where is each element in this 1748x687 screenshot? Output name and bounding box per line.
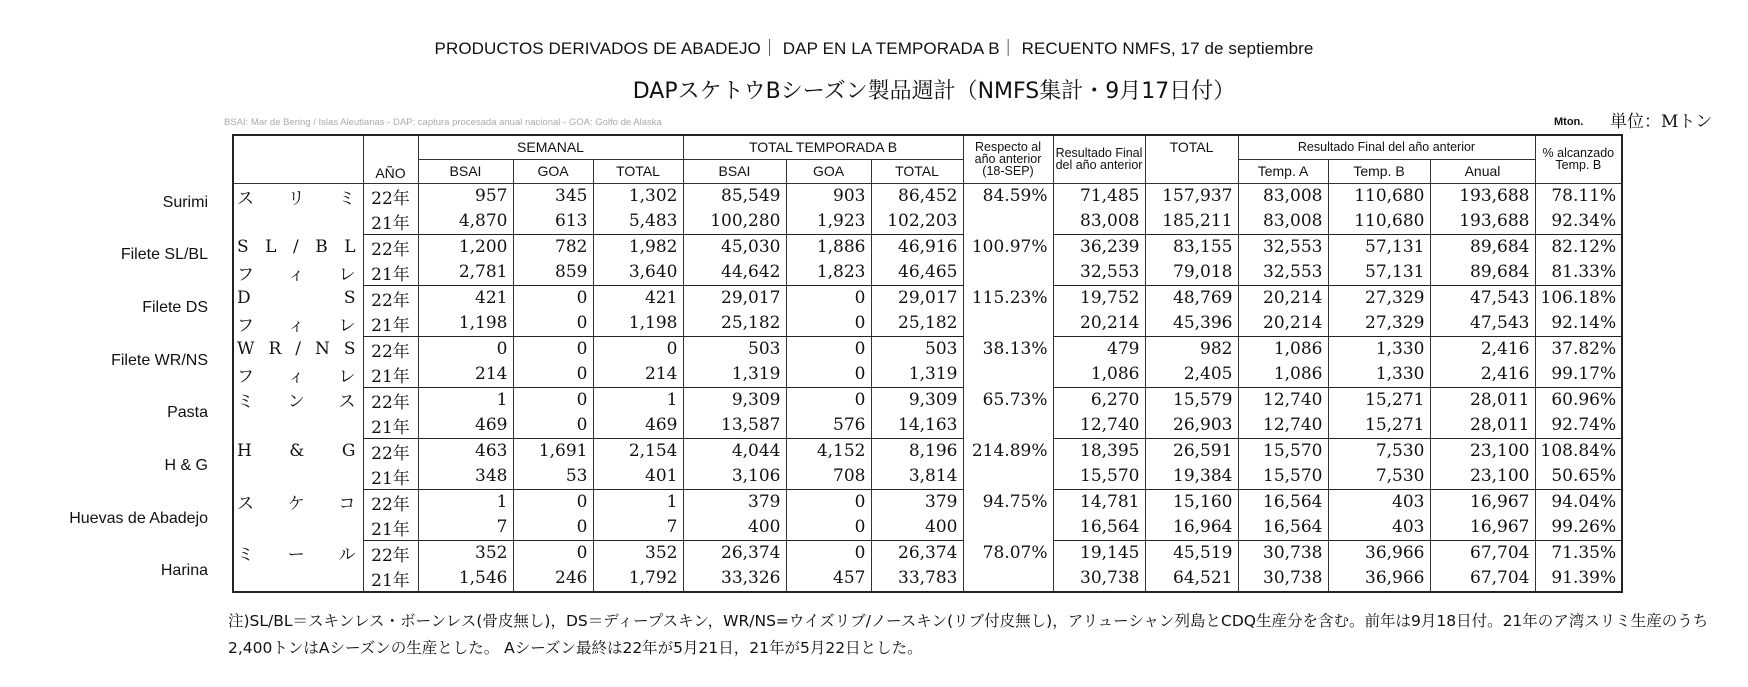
table-row [233,413,1622,439]
cell-temp-a: 32,553 [1238,234,1328,260]
cell-s-total: 379 [871,489,963,515]
cell-s-goa: 1,923 [786,209,871,235]
cell-temp-a: 83,008 [1238,209,1328,235]
table-row [233,387,1622,413]
cell-temp-a: 15,570 [1238,438,1328,464]
cell-respecto: 214.89% [963,438,1053,464]
cell-respecto [963,311,1053,337]
cell-temp-b: 27,329 [1328,311,1430,337]
cell-temp-b: 1,330 [1328,336,1430,362]
header-product [233,135,363,183]
cell-w-total: 1,198 [593,311,683,337]
year-cell: 21年 [363,311,418,337]
cell-temp-b: 15,271 [1328,413,1430,439]
unit-label-jp: 単位：Mトン [1610,112,1713,132]
cell-w-total: 421 [593,285,683,311]
cell-pct: 108.84% [1535,438,1622,464]
product-jp-name: フ ィ レ [233,362,363,388]
cell-w-goa: 0 [513,387,593,413]
cell-w-bsai: 469 [418,413,513,439]
header-temp-b: Temp. B [1328,159,1430,183]
cell-anual: 28,011 [1430,387,1535,413]
cell-w-bsai: 1,200 [418,234,513,260]
cell-respecto: 38.13% [963,336,1053,362]
table-row [233,362,1622,388]
cell-anual: 47,543 [1430,285,1535,311]
table-row [233,209,1622,235]
cell-resultado: 479 [1053,336,1145,362]
cell-temp-a: 16,564 [1238,489,1328,515]
cell-total: 16,964 [1145,515,1238,541]
cell-temp-b: 110,680 [1328,209,1430,235]
product-jp-name: ミ ン ス [233,387,363,413]
cell-w-total: 469 [593,413,683,439]
cell-anual: 89,684 [1430,234,1535,260]
cell-w-bsai: 463 [418,438,513,464]
year-cell: 22年 [363,387,418,413]
cell-s-total: 9,309 [871,387,963,413]
cell-temp-b: 403 [1328,515,1430,541]
cell-s-bsai: 26,374 [683,540,786,566]
cell-pct: 99.17% [1535,362,1622,388]
cell-temp-b: 7,530 [1328,438,1430,464]
cell-anual: 89,684 [1430,260,1535,286]
year-cell: 21年 [363,362,418,388]
product-label: H & G [164,457,208,474]
cell-resultado: 30,738 [1053,566,1145,592]
cell-total: 45,519 [1145,540,1238,566]
header-anual: Anual [1430,159,1535,183]
cell-w-bsai: 214 [418,362,513,388]
product-jp-name [233,566,363,592]
unit-label: Mton. [1554,116,1584,128]
cell-temp-b: 27,329 [1328,285,1430,311]
cell-w-goa: 0 [513,515,593,541]
cell-s-goa: 0 [786,387,871,413]
cell-s-goa: 4,152 [786,438,871,464]
cell-w-bsai: 421 [418,285,513,311]
cell-anual: 2,416 [1430,362,1535,388]
cell-anual: 193,688 [1430,209,1535,235]
header-semanal: SEMANAL [418,135,683,159]
cell-s-goa: 576 [786,413,871,439]
product-jp-name: ス ケ コ [233,489,363,515]
year-cell: 22年 [363,336,418,362]
cell-total: 185,211 [1145,209,1238,235]
cell-s-total: 25,182 [871,311,963,337]
year-cell: 21年 [363,515,418,541]
cell-pct: 91.39% [1535,566,1622,592]
product-jp-name: S L / B L [233,234,363,260]
cell-pct: 94.04% [1535,489,1622,515]
cell-total: 15,160 [1145,489,1238,515]
cell-s-total: 33,783 [871,566,963,592]
cell-resultado: 6,270 [1053,387,1145,413]
cell-resultado: 12,740 [1053,413,1145,439]
cell-w-bsai: 1 [418,387,513,413]
cell-anual: 67,704 [1430,540,1535,566]
cell-s-total: 46,465 [871,260,963,286]
cell-total: 15,579 [1145,387,1238,413]
header-resultado-anterior: Resultado Final del año anterior [1238,135,1535,159]
cell-s-total: 400 [871,515,963,541]
cell-temp-a: 16,564 [1238,515,1328,541]
cell-temp-a: 32,553 [1238,260,1328,286]
cell-temp-b: 57,131 [1328,234,1430,260]
year-cell: 21年 [363,260,418,286]
cell-pct: 92.74% [1535,413,1622,439]
cell-total: 26,591 [1145,438,1238,464]
cell-s-bsai: 1,319 [683,362,786,388]
cell-s-total: 503 [871,336,963,362]
year-cell: 21年 [363,464,418,490]
table-row [233,234,1622,260]
cell-w-goa: 345 [513,183,593,209]
table-row [233,540,1622,566]
cell-resultado: 36,239 [1053,234,1145,260]
cell-s-bsai: 44,642 [683,260,786,286]
header-total: TOTAL [1145,135,1238,183]
product-jp-name [233,413,363,439]
cell-w-total: 3,640 [593,260,683,286]
cell-w-goa: 0 [513,540,593,566]
cell-respecto: 84.59% [963,183,1053,209]
year-cell: 21年 [363,566,418,592]
cell-w-bsai: 7 [418,515,513,541]
product-label: Surimi [162,194,208,211]
cell-total: 64,521 [1145,566,1238,592]
cell-s-bsai: 400 [683,515,786,541]
cell-w-total: 214 [593,362,683,388]
cell-s-total: 46,916 [871,234,963,260]
cell-total: 83,155 [1145,234,1238,260]
cell-s-bsai: 45,030 [683,234,786,260]
cell-total: 45,396 [1145,311,1238,337]
cell-respecto [963,464,1053,490]
table-row [233,515,1622,541]
cell-total: 157,937 [1145,183,1238,209]
cell-s-goa: 0 [786,362,871,388]
cell-s-goa: 0 [786,336,871,362]
product-label: Filete WR/NS [111,352,208,369]
cell-w-total: 1,302 [593,183,683,209]
product-jp-name: フ ィ レ [233,260,363,286]
header-s-bsai: BSAI [683,159,786,183]
cell-s-total: 1,319 [871,362,963,388]
cell-s-goa: 0 [786,311,871,337]
cell-pct: 106.18% [1535,285,1622,311]
cell-total: 2,405 [1145,362,1238,388]
cell-resultado: 14,781 [1053,489,1145,515]
cell-s-bsai: 33,326 [683,566,786,592]
product-label: Harina [160,562,208,579]
cell-total: 48,769 [1145,285,1238,311]
cell-temp-a: 30,738 [1238,566,1328,592]
cell-temp-b: 403 [1328,489,1430,515]
cell-s-goa: 0 [786,489,871,515]
cell-s-bsai: 13,587 [683,413,786,439]
cell-w-bsai: 2,781 [418,260,513,286]
cell-s-goa: 457 [786,566,871,592]
cell-w-goa: 859 [513,260,593,286]
cell-anual: 193,688 [1430,183,1535,209]
cell-s-goa: 0 [786,515,871,541]
cell-pct: 99.26% [1535,515,1622,541]
cell-s-bsai: 85,549 [683,183,786,209]
cell-temp-a: 12,740 [1238,387,1328,413]
footnote: 注)SL/BL＝スキンレス・ボーンレス(骨皮無し)，DS＝ディープスキン，WR/NS=ウイズリブ/ノースキン(リブ付皮無し)，アリューシャン列島とCDQ生産分を含む。前年は9月18日付。21年のア湾スリミ生産のうち2,400トンはAシーズンの生産とした。 Aシーズン最終は22年が5月21日，21年が5月22日とした。 [228,612,1709,657]
cell-anual: 23,100 [1430,438,1535,464]
cell-w-bsai: 4,870 [418,209,513,235]
cell-w-bsai: 0 [418,336,513,362]
cell-resultado: 16,564 [1053,515,1145,541]
cell-resultado: 18,395 [1053,438,1145,464]
cell-temp-a: 30,738 [1238,540,1328,566]
cell-w-total: 1,792 [593,566,683,592]
cell-respecto [963,260,1053,286]
cell-s-total: 3,814 [871,464,963,490]
cell-resultado: 1,086 [1053,362,1145,388]
product-label: Filete SL/BL [120,246,208,263]
cell-temp-b: 15,271 [1328,387,1430,413]
cell-w-goa: 1,691 [513,438,593,464]
product-jp-name [233,464,363,490]
cell-w-goa: 246 [513,566,593,592]
cell-s-bsai: 25,182 [683,311,786,337]
cell-total: 19,384 [1145,464,1238,490]
header-w-goa: GOA [513,159,593,183]
cell-temp-a: 1,086 [1238,362,1328,388]
cell-total: 26,903 [1145,413,1238,439]
cell-s-bsai: 29,017 [683,285,786,311]
cell-anual: 16,967 [1430,515,1535,541]
cell-w-goa: 53 [513,464,593,490]
cell-s-goa: 1,823 [786,260,871,286]
cell-s-goa: 1,886 [786,234,871,260]
product-jp-name: W R / N S [233,336,363,362]
cell-w-total: 401 [593,464,683,490]
product-label: Pasta [167,404,208,421]
cell-w-goa: 613 [513,209,593,235]
japanese-title: DAPスケトウBシーズン製品週計（NMFS集計・9月17日付） [632,79,1236,104]
cell-pct: 37.82% [1535,336,1622,362]
product-labels [0,0,212,687]
cell-w-goa: 0 [513,311,593,337]
cell-w-bsai: 1 [418,489,513,515]
cell-w-bsai: 1,198 [418,311,513,337]
cell-w-bsai: 957 [418,183,513,209]
cell-s-bsai: 503 [683,336,786,362]
cell-w-goa: 0 [513,336,593,362]
table-row [233,566,1622,592]
cell-temp-b: 36,966 [1328,566,1430,592]
table-row [233,336,1622,362]
cell-respecto [963,515,1053,541]
cell-w-total: 5,483 [593,209,683,235]
cell-temp-b: 57,131 [1328,260,1430,286]
cell-w-total: 1 [593,489,683,515]
table-row [233,260,1622,286]
cell-resultado: 15,570 [1053,464,1145,490]
cell-pct: 50.65% [1535,464,1622,490]
header-resultado: Resultado Final del año anterior [1053,135,1145,183]
cell-s-bsai: 3,106 [683,464,786,490]
cell-respecto: 94.75% [963,489,1053,515]
cell-temp-b: 110,680 [1328,183,1430,209]
table-row [233,183,1622,209]
cell-respecto [963,209,1053,235]
year-cell: 22年 [363,438,418,464]
cell-respecto [963,566,1053,592]
cell-w-total: 1 [593,387,683,413]
cell-total: 79,018 [1145,260,1238,286]
cell-temp-a: 20,214 [1238,285,1328,311]
cell-w-total: 1,982 [593,234,683,260]
cell-temp-a: 20,214 [1238,311,1328,337]
header-year: AÑO [363,135,418,183]
header-w-total: TOTAL [593,159,683,183]
header-alcanzado: % alcanzado Temp. B [1535,135,1622,183]
cell-w-total: 0 [593,336,683,362]
cell-pct: 92.34% [1535,209,1622,235]
cell-respecto: 115.23% [963,285,1053,311]
cell-respecto [963,362,1053,388]
header-temp-a: Temp. A [1238,159,1328,183]
cell-s-bsai: 9,309 [683,387,786,413]
cell-pct: 92.14% [1535,311,1622,337]
year-cell: 21年 [363,413,418,439]
cell-pct: 78.11% [1535,183,1622,209]
cell-w-goa: 0 [513,413,593,439]
cell-temp-b: 1,330 [1328,362,1430,388]
cell-s-total: 14,163 [871,413,963,439]
cell-anual: 16,967 [1430,489,1535,515]
cell-s-bsai: 379 [683,489,786,515]
cell-s-total: 86,452 [871,183,963,209]
source-note: BSAI: Mar de Bering / Islas Aleutianas - DAP: captura procesada anual nacional - GOA: Golfo de Alaska [224,117,662,128]
cell-resultado: 20,214 [1053,311,1145,337]
cell-resultado: 32,553 [1053,260,1145,286]
table-row [233,464,1622,490]
cell-temp-b: 36,966 [1328,540,1430,566]
cell-respecto [963,413,1053,439]
cell-respecto: 65.73% [963,387,1053,413]
cell-anual: 23,100 [1430,464,1535,490]
page-title: PRODUCTOS DERIVADOS DE ABADEJO｜ DAP EN LA TEMPORADA B｜ RECUENTO NMFS, 17 de septiembre [434,39,1314,58]
year-cell: 22年 [363,183,418,209]
header-s-total: TOTAL [871,159,963,183]
cell-w-total: 7 [593,515,683,541]
cell-pct: 81.33% [1535,260,1622,286]
cell-respecto: 78.07% [963,540,1053,566]
cell-anual: 67,704 [1430,566,1535,592]
header-s-goa: GOA [786,159,871,183]
cell-s-bsai: 100,280 [683,209,786,235]
cell-s-bsai: 4,044 [683,438,786,464]
table-row [233,285,1622,311]
cell-s-total: 29,017 [871,285,963,311]
product-jp-name: フ ィ レ [233,311,363,337]
cell-w-total: 2,154 [593,438,683,464]
cell-w-bsai: 1,546 [418,566,513,592]
cell-w-bsai: 352 [418,540,513,566]
data-table [232,134,1623,593]
cell-anual: 47,543 [1430,311,1535,337]
header-total-temporada: TOTAL TEMPORADA B [683,135,963,159]
cell-w-total: 352 [593,540,683,566]
product-jp-name [233,515,363,541]
cell-pct: 82.12% [1535,234,1622,260]
cell-temp-a: 1,086 [1238,336,1328,362]
product-jp-name: D S [233,285,363,311]
cell-resultado: 71,485 [1053,183,1145,209]
cell-temp-a: 12,740 [1238,413,1328,439]
cell-s-goa: 0 [786,285,871,311]
cell-s-total: 8,196 [871,438,963,464]
cell-s-total: 26,374 [871,540,963,566]
cell-w-goa: 0 [513,285,593,311]
cell-pct: 60.96% [1535,387,1622,413]
cell-s-goa: 0 [786,540,871,566]
product-jp-name: H & G [233,438,363,464]
year-cell: 22年 [363,540,418,566]
cell-w-goa: 0 [513,362,593,388]
header-respecto: Respecto al año anterior (18-SEP) [963,135,1053,183]
year-cell: 22年 [363,489,418,515]
cell-temp-a: 83,008 [1238,183,1328,209]
cell-w-bsai: 348 [418,464,513,490]
product-jp-name [233,209,363,235]
year-cell: 22年 [363,285,418,311]
table-row [233,489,1622,515]
cell-pct: 71.35% [1535,540,1622,566]
cell-w-goa: 0 [513,489,593,515]
cell-w-goa: 782 [513,234,593,260]
cell-s-goa: 708 [786,464,871,490]
header-w-bsai: BSAI [418,159,513,183]
product-label: Huevas de Abadejo [69,510,208,527]
cell-s-total: 102,203 [871,209,963,235]
cell-anual: 28,011 [1430,413,1535,439]
cell-anual: 2,416 [1430,336,1535,362]
cell-respecto: 100.97% [963,234,1053,260]
year-cell: 22年 [363,234,418,260]
product-label: Filete DS [142,299,208,316]
cell-temp-b: 7,530 [1328,464,1430,490]
year-cell: 21年 [363,209,418,235]
cell-resultado: 19,752 [1053,285,1145,311]
cell-temp-a: 15,570 [1238,464,1328,490]
table-row [233,311,1622,337]
product-jp-name: ミ ー ル [233,540,363,566]
cell-resultado: 83,008 [1053,209,1145,235]
cell-total: 982 [1145,336,1238,362]
cell-resultado: 19,145 [1053,540,1145,566]
product-jp-name: ス リ ミ [233,183,363,209]
cell-s-goa: 903 [786,183,871,209]
table-row [233,438,1622,464]
